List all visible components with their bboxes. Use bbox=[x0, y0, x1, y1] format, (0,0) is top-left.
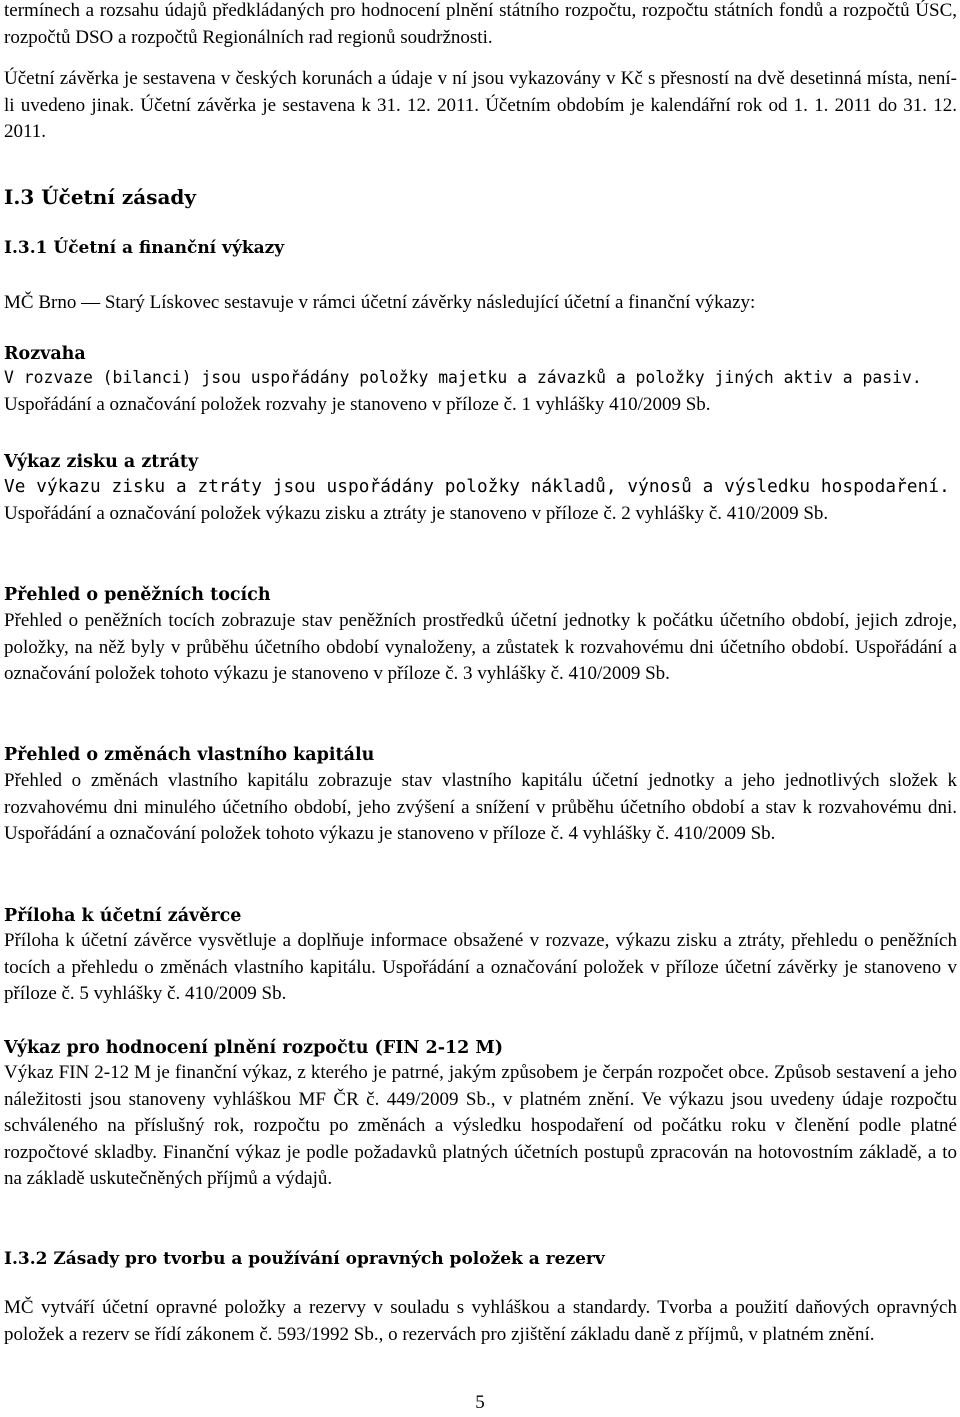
subsection-heading-1: I.3.1 Účetní a finanční výkazy bbox=[4, 238, 285, 258]
fin-paragraph: Výkaz FIN 2-12 M je finanční výkaz, z kterého je patrné, jakým způsobem je čerpán rozpočet obce. Způsob sestavení a jeho náležitosti jsou stanoveny vyhláškou MF ČR č. 449/2009 Sb., v platném znění. Ve výkazu jsou uvedeny údaje rozpočtu schváleného na příslušný rok, rozpočtu po změnách a výsledku hospodaření od počátku roku v členění podle platné rozpočtové skladby. Finanční výkaz je podle požadavků platných účetních postupů zpracován na hotovostním základě, a to na základě uskutečněných příjmů a výdajů. bbox=[4, 1062, 957, 1189]
pzvk-paragraph: Přehled o změnách vlastního kapitálu zobrazuje stav vlastního kapitálu účetní jednotky a jeho jednotlivých složek k rozvahovému dni minulého účetního období, jeho zvýšení a snížení v průběhu účetního období a stav k rozvahovému dni. Uspořádání a označování položek tohoto výkazu je stanoveno v příloze č. 4 vyhlášky č. 410/2009 Sb. bbox=[4, 770, 957, 844]
page-number: 5 bbox=[475, 1392, 485, 1413]
subsection-heading-2: I.3.2 Zásady pro tvorbu a používání opravných položek a rezerv bbox=[4, 1249, 605, 1269]
priloha-paragraph: Příloha k účetní závěrce vysvětluje a doplňuje informace obsažené v rozvaze, výkazu zisku a ztráty, přehledu o peněžních tocích a přehledu o změnách vlastního kapitálu. Uspořádání a označování položek v příloze účetní závěrky je stanoveno v příloze č. 5 vyhlášky č. 410/2009 Sb. bbox=[4, 930, 957, 1004]
paragraph-currency: Účetní závěrka je sestavena v českých korunách a údaje v ní jsou vykazovány v Kč s přesností na dvě desetinná místa, není-li uvedeno jinak. Účetní závěrka je sestavena k 31. 12. 2011. Účetním obdobím je kalendářní rok od 1. 1. 2011 do 31. 12. 2011. bbox=[4, 68, 957, 142]
vzz-heading: Výkaz zisku a ztráty bbox=[4, 452, 199, 472]
vzz-line-1: Ve výkazu zisku a ztráty jsou uspořádány položky nákladů, výnosů a výsledku hospodaření. bbox=[4, 477, 950, 497]
rezervy-paragraph: MČ vytváří účetní opravné položky a rezervy v souladu s vyhláškou a standardy. Tvorba a použití daňových opravných položek a rezerv se řídí zákonem č. 593/1992 Sb., o rezervách pro zjištění základu daně z příjmů, v platném znění. bbox=[4, 1297, 957, 1345]
ppt-heading: Přehled o peněžních tocích bbox=[4, 585, 271, 605]
fin-heading: Výkaz pro hodnocení plnění rozpočtu (FIN 2-12 M) bbox=[4, 1038, 504, 1058]
rozvaha-line-1: V rozvaze (bilanci) jsou uspořádány položky majetku a závazků a položky jiných aktiv a pasiv. bbox=[4, 368, 922, 387]
intro-paragraph: MČ Brno ― Starý Lískovec sestavuje v rámci účetní závěrky následující účetní a finanční výkazy: bbox=[4, 292, 756, 313]
vzz-line-2: Uspořádání a označování položek výkazu zisku a ztráty je stanoveno v příloze č. 2 vyhlášky č. 410/2009 Sb. bbox=[4, 503, 829, 524]
ppt-paragraph: Přehled o peněžních tocích zobrazuje stav peněžních prostředků účetní jednotky k počátku účetního období, jejich zdroje, položky, na něž byly v průběhu účetního období vynaloženy, a zůstatek k rozvahovému dni účetního období. Uspořádání a označování položek tohoto výkazu je stanoveno v příloze č. 3 vyhlášky č. 410/2009 Sb. bbox=[4, 610, 957, 684]
section-heading: I.3 Účetní zásady bbox=[4, 185, 197, 209]
rozvaha-heading: Rozvaha bbox=[4, 344, 86, 364]
paragraph-continuation: termínech a rozsahu údajů předkládaných pro hodnocení plnění státního rozpočtu, rozpočtu státních fondů a rozpočtů ÚSC, rozpočtů DSO a rozpočtů Regionálních rad regionů soudržnosti. bbox=[4, 0, 957, 48]
pzvk-heading: Přehled o změnách vlastního kapitálu bbox=[4, 745, 375, 765]
rozvaha-line-2: Uspořádání a označování položek rozvahy je stanoveno v příloze č. 1 vyhlášky 410/2009 Sb. bbox=[4, 394, 711, 415]
priloha-heading: Příloha k účetní závěrce bbox=[4, 906, 242, 926]
